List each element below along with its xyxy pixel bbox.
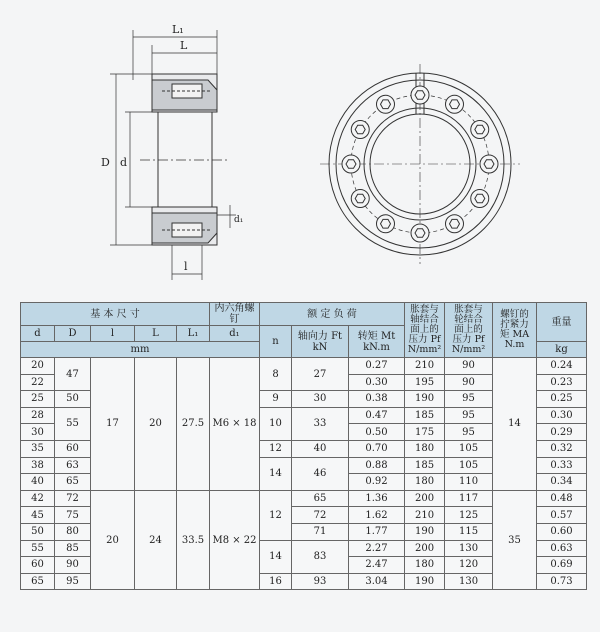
cell-n: 8 [260, 358, 292, 391]
side-section-view [140, 74, 230, 245]
technical-drawing [0, 0, 600, 290]
cell-Pf-shaft: 190 [405, 391, 445, 408]
cell-d1: M6 × 18 [210, 358, 260, 491]
cell-l: 20 [91, 490, 135, 590]
cell-D: 80 [55, 523, 91, 540]
header-torque-bolt: 螺钉的 拧紧力 矩 MA N.m [493, 303, 537, 358]
header-sleeve-hub: 胀套与 轮结合 面上的 压力 Pf N/mm² [445, 303, 493, 358]
cell-D: 65 [55, 474, 91, 491]
cell-weight: 0.30 [537, 407, 587, 424]
cell-Mt: 0.27 [349, 358, 405, 375]
cell-Pf-hub: 110 [445, 474, 493, 491]
cell-weight: 0.25 [537, 391, 587, 408]
cell-Ft: 72 [292, 507, 349, 524]
cell-Ft: 27 [292, 358, 349, 391]
cell-d: 35 [21, 440, 55, 457]
cell-Mt: 2.47 [349, 557, 405, 574]
cell-Pf-hub: 95 [445, 424, 493, 441]
cell-n: 10 [260, 407, 292, 440]
dim-L-label: L [180, 39, 188, 52]
cell-Pf-shaft: 195 [405, 374, 445, 391]
cell-L1: 33.5 [177, 490, 210, 590]
cell-Pf-hub: 105 [445, 457, 493, 474]
cell-Mt: 0.38 [349, 391, 405, 408]
cell-d: 65 [21, 573, 55, 590]
bolt-hole [351, 121, 369, 139]
dim-l-label: l [184, 260, 188, 273]
cell-Mt: 0.70 [349, 440, 405, 457]
cell-Pf-hub: 130 [445, 540, 493, 557]
cell-Mt: 1.62 [349, 507, 405, 524]
header-sleeve-shaft: 胀套与 轴结合 面上的 压力 Pf N/mm² [405, 303, 445, 358]
table-header [21, 303, 587, 358]
cell-weight: 0.32 [537, 440, 587, 457]
cell-D: 72 [55, 490, 91, 507]
cell-Pf-shaft: 175 [405, 424, 445, 441]
cell-Pf-shaft: 185 [405, 407, 445, 424]
cell-weight: 0.34 [537, 474, 587, 491]
cell-Mt: 0.50 [349, 424, 405, 441]
cell-Ft: 65 [292, 490, 349, 507]
cell-Pf-shaft: 180 [405, 440, 445, 457]
bolt-hole [411, 224, 429, 242]
header-rated-load: 额 定 负 荷 [260, 303, 405, 326]
cell-D: 50 [55, 391, 91, 408]
bolt-hole [471, 190, 489, 208]
header-d: d [21, 326, 55, 342]
cell-Mt: 0.88 [349, 457, 405, 474]
cell-Ft: 40 [292, 440, 349, 457]
cell-weight: 0.33 [537, 457, 587, 474]
cell-L: 20 [135, 358, 177, 491]
cell-n: 16 [260, 573, 292, 590]
cell-n: 14 [260, 457, 292, 490]
cell-weight: 0.60 [537, 523, 587, 540]
cell-n: 9 [260, 391, 292, 408]
spec-table [20, 302, 587, 590]
cell-Ft: 46 [292, 457, 349, 490]
cell-d: 30 [21, 424, 55, 441]
cell-Pf-hub: 90 [445, 374, 493, 391]
bolt-hole [342, 155, 360, 173]
cell-Ft: 93 [292, 573, 349, 590]
bolt-hole [471, 121, 489, 139]
dim-L1-label: L₁ [172, 23, 184, 36]
cell-Pf-hub: 90 [445, 358, 493, 375]
cell-weight: 0.63 [537, 540, 587, 557]
bolt-hole [411, 86, 429, 104]
cell-Pf-hub: 117 [445, 490, 493, 507]
header-axial: 轴向力 Ft kN [292, 326, 349, 358]
header-hex-bolt: 内六角螺钉 [210, 303, 260, 326]
cell-l: 17 [91, 358, 135, 491]
cell-D: 55 [55, 407, 91, 440]
cell-Ft: 33 [292, 407, 349, 440]
cell-d: 42 [21, 490, 55, 507]
header-D: D [55, 326, 91, 342]
cell-L: 24 [135, 490, 177, 590]
cell-Pf-shaft: 180 [405, 474, 445, 491]
cell-d1: M8 × 22 [210, 490, 260, 590]
cell-Mt: 1.36 [349, 490, 405, 507]
bolt-hole [446, 215, 464, 233]
cell-Mt: 3.04 [349, 573, 405, 590]
cell-d: 55 [21, 540, 55, 557]
cell-Mt: 0.30 [349, 374, 405, 391]
cell-D: 95 [55, 573, 91, 590]
cell-d: 22 [21, 374, 55, 391]
cell-weight: 0.73 [537, 573, 587, 590]
header-L1: L₁ [177, 326, 210, 342]
cell-weight: 0.48 [537, 490, 587, 507]
cell-MA: 35 [493, 490, 537, 590]
cell-Pf-shaft: 180 [405, 557, 445, 574]
cell-Pf-shaft: 190 [405, 573, 445, 590]
cell-d: 60 [21, 557, 55, 574]
header-weight: 重量 [537, 303, 587, 342]
cell-Ft: 83 [292, 540, 349, 573]
cell-n: 12 [260, 490, 292, 540]
cell-weight: 0.29 [537, 424, 587, 441]
cell-n: 14 [260, 540, 292, 573]
header-n: n [260, 326, 292, 358]
table-body [21, 358, 587, 590]
cell-Mt: 2.27 [349, 540, 405, 557]
cell-Ft: 71 [292, 523, 349, 540]
bolt-hole [377, 95, 395, 113]
cell-Pf-shaft: 210 [405, 507, 445, 524]
cell-D: 85 [55, 540, 91, 557]
cell-L1: 27.5 [177, 358, 210, 491]
cell-Pf-hub: 130 [445, 573, 493, 590]
header-d1: d₁ [210, 326, 260, 342]
cell-Pf-hub: 105 [445, 440, 493, 457]
cell-weight: 0.69 [537, 557, 587, 574]
header-l: l [91, 326, 135, 342]
cell-Pf-shaft: 185 [405, 457, 445, 474]
cell-weight: 0.23 [537, 374, 587, 391]
cell-Mt: 0.47 [349, 407, 405, 424]
cell-Pf-shaft: 190 [405, 523, 445, 540]
cell-d: 50 [21, 523, 55, 540]
cell-Pf-shaft: 200 [405, 490, 445, 507]
table-row [21, 358, 587, 375]
bolt-hole [446, 95, 464, 113]
dim-D-label: D [101, 156, 110, 169]
cell-n: 12 [260, 440, 292, 457]
cell-MA: 14 [493, 358, 537, 491]
cell-Pf-hub: 95 [445, 407, 493, 424]
cell-Pf-hub: 120 [445, 557, 493, 574]
cell-D: 75 [55, 507, 91, 524]
cell-weight: 0.24 [537, 358, 587, 375]
cell-d: 45 [21, 507, 55, 524]
cell-Ft: 30 [292, 391, 349, 408]
cell-d: 40 [21, 474, 55, 491]
header-basic-dims: 基 本 尺 寸 [21, 303, 210, 326]
bolt-hole [480, 155, 498, 173]
header-unit-kg: kg [537, 342, 587, 358]
cell-Pf-shaft: 210 [405, 358, 445, 375]
table-row [21, 490, 587, 507]
cell-weight: 0.57 [537, 507, 587, 524]
header-unit-mm: mm [21, 342, 260, 358]
dim-d1-label: d₁ [234, 215, 244, 225]
cell-Mt: 0.92 [349, 474, 405, 491]
cell-Pf-hub: 125 [445, 507, 493, 524]
cell-D: 47 [55, 358, 91, 391]
cell-Pf-shaft: 200 [405, 540, 445, 557]
header-L: L [135, 326, 177, 342]
cell-D: 60 [55, 440, 91, 457]
cell-d: 20 [21, 358, 55, 375]
bolt-hole [377, 215, 395, 233]
cell-Pf-hub: 95 [445, 391, 493, 408]
header-torque: 转矩 Mt kN.m [349, 326, 405, 358]
cell-D: 63 [55, 457, 91, 474]
cell-d: 28 [21, 407, 55, 424]
cell-Mt: 1.77 [349, 523, 405, 540]
cell-d: 38 [21, 457, 55, 474]
cell-Pf-hub: 115 [445, 523, 493, 540]
dim-d-label: d [120, 156, 128, 169]
bolt-hole [351, 190, 369, 208]
cell-d: 25 [21, 391, 55, 408]
cell-D: 90 [55, 557, 91, 574]
